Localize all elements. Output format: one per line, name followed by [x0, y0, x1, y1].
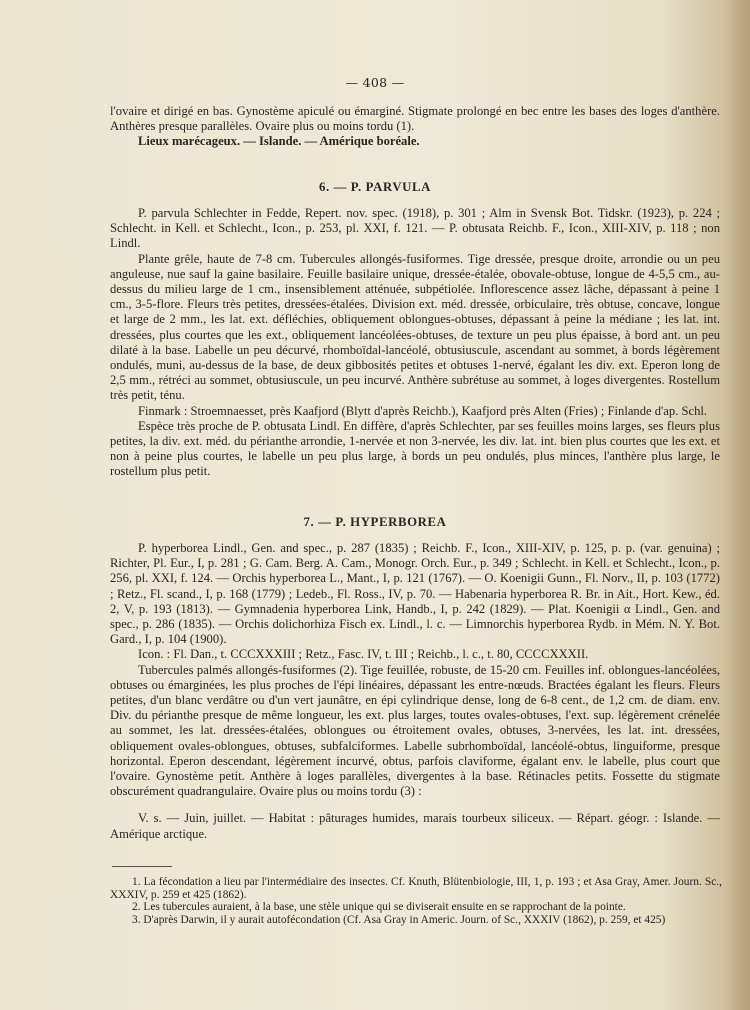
- intro-block: [110, 104, 720, 150]
- section-6-note: Espèce très proche de P. obtusata Lindl. En diffère, d'après Schlechter, par ses feuilles moins larges, ses fleurs plus petites, la div. ext. méd. du périanthe arrondie, 1-nervée et non 3-nervée, les div. lat. int. bien plus courtes que les ext. et non à peine plus courtes, le labelle un peu plus large, à bords un peu ondulés, plus minces, l'anthère plus large, le rostellum plus petit.: [110, 418, 720, 479]
- section-7-icones: Icon. : Fl. Dan., t. CCCXXXIII ; Retz., Fasc. IV, t. III ; Reichb., l. c., t. 80, CCCCXXXII.: [138, 647, 589, 662]
- section-6-body: [110, 206, 720, 480]
- footnote-3: 3. D'après Darwin, il y aurait autofécondation (Cf. Asa Gray in Americ. Journ. of Sc., XXXIV (1862), p. 259, et 425): [132, 913, 666, 926]
- section-6-title: 6. — P. PARVULA: [319, 180, 431, 194]
- page-edge-shadow: [724, 0, 750, 1010]
- intro-habitat: Lieux marécageux. — Islande. — Amérique boréale.: [138, 134, 420, 149]
- section-7-habitat: V. s. — Juin, juillet. — Habitat : pâturages humides, marais tourbeux siliceux. — Répart. géogr. : Islande. — Amérique arctique.: [110, 811, 720, 841]
- section-7-body: [110, 541, 720, 842]
- section-6-synonymy: P. parvula Schlechter in Fedde, Repert. nov. spec. (1918), p. 301 ; Alm in Svensk Bot. Tidskr. (1923), p. 224 ; Schlecht. in Kell. et Schlecht., Icon., p. 253, pl. XXI, f. 121. — P. obtusata Reichb. F., Icon., XIII-XIV, p. 118 ; non Lindl.: [110, 206, 720, 251]
- section-7-title: 7. — P. HYPERBOREA: [303, 515, 447, 529]
- footnote-1: 1. La fécondation a lieu par l'intermédiaire des insectes. Cf. Knuth, Blütenbiologie, III, 1, p. 193 ; et Asa Gray, Amer. Journ. Sc., XXXIV, p. 259 et 425 (1862).: [110, 876, 722, 901]
- page-number: — 408 —: [345, 75, 405, 90]
- section-7-description: Tubercules palmés allongés-fusiformes (2). Tige feuillée, robuste, de 15-20 cm. Feuilles inf. oblongues-lancéolées, obtuses ou émarginées, les plus proches de l'épi linéaires, dépassant les entre-nœuds. Bractées égalant les fleurs. Fleurs petites, d'un blanc verdâtre ou d'un vert jaunâtre, en épi cylindrique dense, long de 6-8 cent., de 1,2 cm. de diam. env. Div. du périanthe presque de même longueur, les ext. plus larges, toutes ovales-obtuses, l'ext. sup. légèrement crénelée au sommet, les lat. dressées-étalées, oblongues ou étroitement ovales, obtuses, 3-nervées, les lat. int. dressées, obliquement ovales-oblongues, obtuses, subfalciformes. Labelle subrhomboïdal, lancéolé-obtus, linguiforme, presque horizontal. Eperon descendant, légèrement incurvé, obtus, parfois claviforme, égalant env. le labelle, plus court que l'ovaire. Gynostème petit. Anthère à loges parallèles, divergentes à la base. Rétinacles petits. Fossette du stigmate obscurément quadrangulaire. Ovaire plus ou moins tordu (3) :: [110, 662, 720, 799]
- footnote-2: 2. Les tubercules auraient, à la base, une stèle unique qui se diviserait ensuite en se rapprochant de la pointe.: [132, 901, 626, 914]
- section-7-synonymy: P. hyperborea Lindl., Gen. and spec., p. 287 (1835) ; Reichb. F., Icon., XIII-XIV, p. 125, p. p. (var. genuina) ; Richter, Pl. Eur., I, p. 281 ; G. Cam. Berg. A. Cam., Monogr. Orch. Eur., p. 349 ; Schlecht. in Kell. et Schlecht., Icon., p. 256, pl. XXI, f. 124. — Orchis hyperborea L., Mant., I, p. 121 (1767). — O. Koenigii Gunn., Fl. Norv., II, p. 103 (1772) ; Retz., Fl. scand., I, p. 168 (1779) ; Ledeb., Fl. Ross., IV, p. 70. — Habenaria hyperborea R. Br. in Ait., Hort. Kew., éd. 2, V, p. 193 (1813). — Gymnadenia hyperborea Link, Handb., I, p. 242 (1829). — Plat. Koenigii α Lindl., Gen. and spec., p. 286 (1835). — Orchis dolichorhiza Fisch ex. Lindl., l. c. — Limnorchis hyperborea Rydb. in Mém. N. Y. Bot. Gard., I, p. 104 (1900).: [110, 541, 720, 647]
- footnotes: [110, 876, 722, 926]
- footnote-separator: [112, 866, 172, 867]
- section-6-description: Plante grêle, haute de 7-8 cm. Tubercules allongés-fusiformes. Tige dressée, presque droite, arrondie ou un peu anguleuse, nue sauf la gaine basilaire. Feuille basilaire unique, dressée-étalée, obovale-obtuse, longue de 4-5,5 cm., au-dessus du milieu large de 1 cm., insensiblement atténuée, subpétiolée. Inflorescence assez lâche, dépassant à peine 1 cm., 3-5-flore. Fleurs très petites, dressées-étalées. Division ext. méd. dressée, orbiculaire, très obtuse, concave, longue et large de 2 mm., les lat. ext. défléchies, obliquement oblongues-obtuses, dépassant à peine la médiane ; les lat. int. dressées, plus courtes que les ext., obliquement lancéolées-obtuses, de texture un peu plus épaisse, à bord ant. un peu dilaté à la base. Labelle un peu décurvé, rhomboïdal-lancéolé, obtusiuscule, ascendant au sommet, à bords légèrement ondulés, muni, au-dessus de la base, de deux gibbosités petites et obtuses 1-nervé, égalant les div. ext. Eperon long de 2,5 mm., rétréci au sommet, obtusiuscule, un peu incurvé. Anthère subrétuse au sommet, à loges divergentes. Rostellum très petit, ténu.: [110, 251, 720, 403]
- section-6-distribution: Finmark : Stroemnaesset, près Kaafjord (Blytt d'après Reichb.), Kaafjord près Alten (Fries) ; Finlande d'ap. Schl.: [138, 403, 708, 418]
- intro-text: l'ovaire et dirigé en bas. Gynostème apiculé ou émarginé. Stigmate prolongé en bec entre les bases des loges d'anthère. Anthères presque parallèles. Ovaire plus ou moins tordu (1).: [110, 104, 720, 134]
